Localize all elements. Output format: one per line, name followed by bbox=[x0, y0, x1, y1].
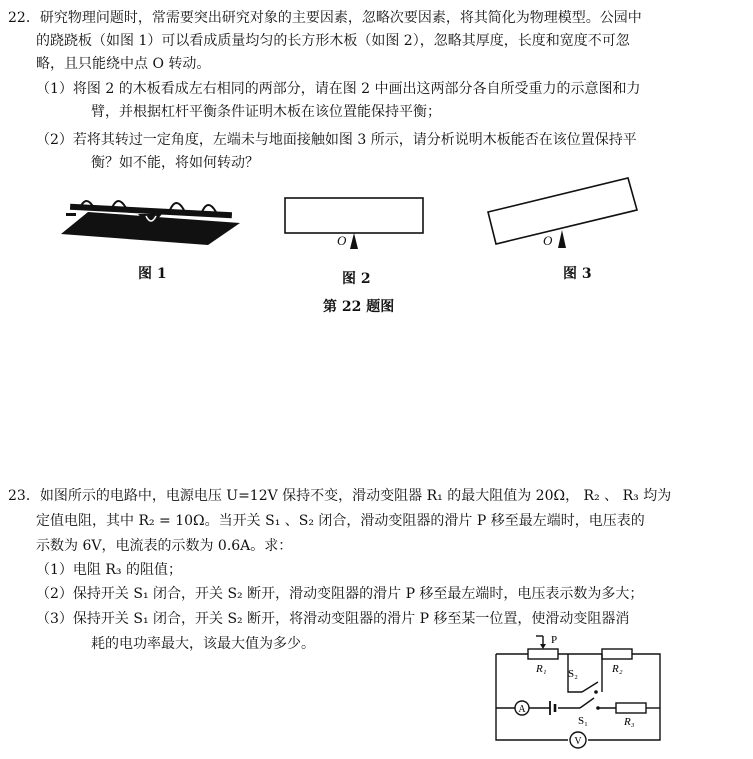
q22-line-7: 衡？如不能，将如何转动？ bbox=[91, 155, 259, 171]
q23-line-3: 示数为 6V，电流表的示数为 0.6A。求： bbox=[36, 538, 293, 554]
q22-line-6: （2）若将其转过一定角度，左端未与地面接触如图 3 所示，请分析说明木板能否在该位置保持平 bbox=[36, 132, 637, 148]
pivot-triangle bbox=[350, 233, 358, 249]
figure-2-board-diagram bbox=[280, 193, 430, 253]
q22-line-3: 略，且只能绕中点 O 转动。 bbox=[36, 56, 211, 72]
figure-2-pivot-label: O bbox=[337, 233, 347, 248]
slider-label: P bbox=[551, 634, 558, 646]
r1-label: R₁ bbox=[536, 663, 547, 675]
s2-label: S₂ bbox=[568, 668, 578, 680]
q23-line-4: （1）电阻 R₃ 的阻值； bbox=[36, 562, 182, 578]
figure-2-caption: 图 2 bbox=[342, 271, 371, 287]
r3-label: R₃ bbox=[624, 716, 635, 728]
ammeter-label: A bbox=[518, 704, 526, 715]
q23-line-5: （2）保持开关 S₁ 闭合，开关 S₂ 断开，滑动变阻器的滑片 P 移至最左端时，电压表示数为多大； bbox=[36, 586, 644, 602]
q23-line-1: 23．如图所示的电路中，电源电压 U=12V 保持不变，滑动变阻器 R₁ 的最大阻值为 20Ω， R₂ 、 R₃ 均为 bbox=[8, 488, 672, 504]
r2-label: R₂ bbox=[612, 663, 623, 675]
r2-resistor bbox=[602, 649, 632, 659]
figure-1-caption: 图 1 bbox=[138, 266, 167, 282]
r3-resistor bbox=[616, 703, 646, 713]
q23-line-7: 耗的电功率最大，该最大值为多少。 bbox=[91, 636, 315, 652]
q22-line-4: （1）将图 2 的木板看成左右相同的两部分，请在图 2 中画出这两部分各自所受重力的示意图和力 bbox=[36, 81, 641, 97]
r1-resistor bbox=[528, 649, 558, 659]
q23-line-6: （3）保持开关 S₁ 闭合，开关 S₂ 断开，将滑动变阻器的滑片 P 移至某一位置，使滑动变阻器消 bbox=[36, 611, 630, 627]
pivot-triangle bbox=[558, 230, 566, 248]
figure-1-seesaw-image bbox=[58, 190, 243, 250]
figure-3-tilted-board-diagram bbox=[482, 170, 642, 252]
voltmeter-label: V bbox=[574, 736, 582, 747]
q23-line-2: 定值电阻，其中 R₂ = 10Ω。当开关 S₁ 、S₂ 闭合，滑动变阻器的滑片 P 移至最左端时，电压表的 bbox=[36, 513, 645, 529]
figure-22-title: 第 22 题图 bbox=[323, 299, 395, 315]
figure-3-caption: 图 3 bbox=[563, 266, 592, 282]
q22-line-5: 臂，并根据杠杆平衡条件证明木板在该位置能保持平衡； bbox=[91, 104, 441, 120]
board-rectangle bbox=[285, 198, 423, 233]
q22-line-1: 22．研究物理问题时，常需要突出研究对象的主要因素，忽略次要因素，将其简化为物理模型。公园中 bbox=[8, 10, 642, 26]
q22-line-2: 的跷跷板（如图 1）可以看成质量均匀的长方形木板（如图 2），忽略其厚度，长度和宽度不可忽 bbox=[36, 33, 630, 49]
figure-3-pivot-label: O bbox=[543, 233, 553, 248]
s1-label: S₁ bbox=[578, 715, 588, 727]
circuit-diagram bbox=[490, 632, 670, 754]
